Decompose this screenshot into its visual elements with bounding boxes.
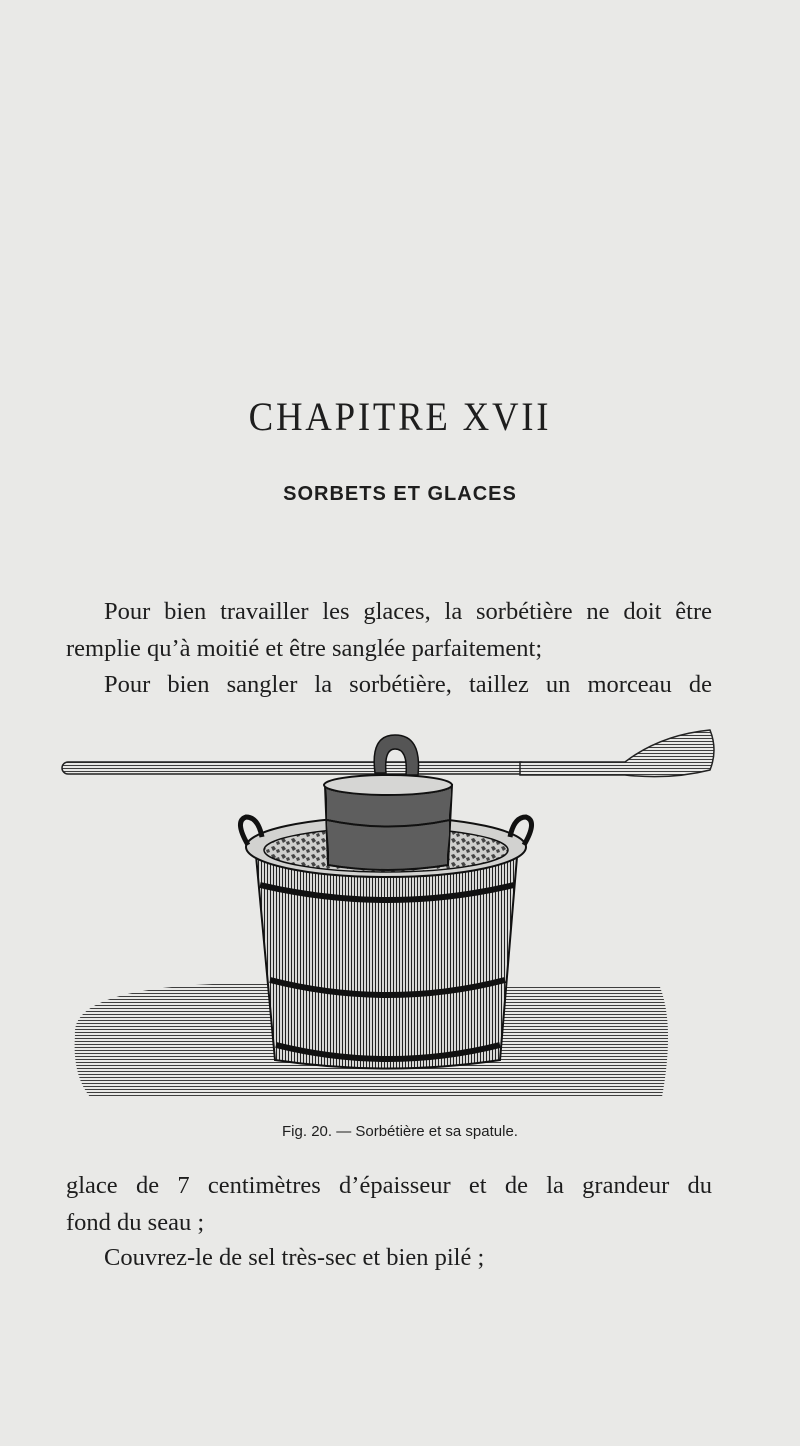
paragraph-3 bbox=[66, 1240, 712, 1277]
chapter-title: CHAPITRE XVII bbox=[248, 394, 552, 439]
text-line: glace de 7 centimètres d’épaisseur et de la grandeur du bbox=[66, 1172, 712, 1199]
sorbetiere-illustration bbox=[50, 725, 730, 1110]
text-line: Pour bien travailler les glaces, la sorbétière ne doit être bbox=[104, 598, 712, 625]
text-line: remplie qu’à moitié et être sanglée parfaitement; bbox=[66, 634, 543, 662]
paragraph-2 bbox=[66, 1168, 712, 1241]
bucket-body bbox=[255, 845, 518, 1069]
text-line: Couvrez-le de sel très-sec et bien pilé ; bbox=[104, 1244, 485, 1271]
figure-caption: Fig. 20. — Sorbétière et sa spatule. bbox=[282, 1123, 518, 1140]
paragraph-1 bbox=[66, 594, 712, 704]
text-line: Pour bien sangler la sorbétière, taillez un morceau de bbox=[104, 671, 712, 698]
chapter-subtitle: SORBETS ET GLACES bbox=[283, 483, 517, 505]
spatula-blade bbox=[520, 730, 714, 777]
text-line: fond du seau ; bbox=[66, 1208, 205, 1236]
spatula-handle bbox=[62, 762, 527, 774]
